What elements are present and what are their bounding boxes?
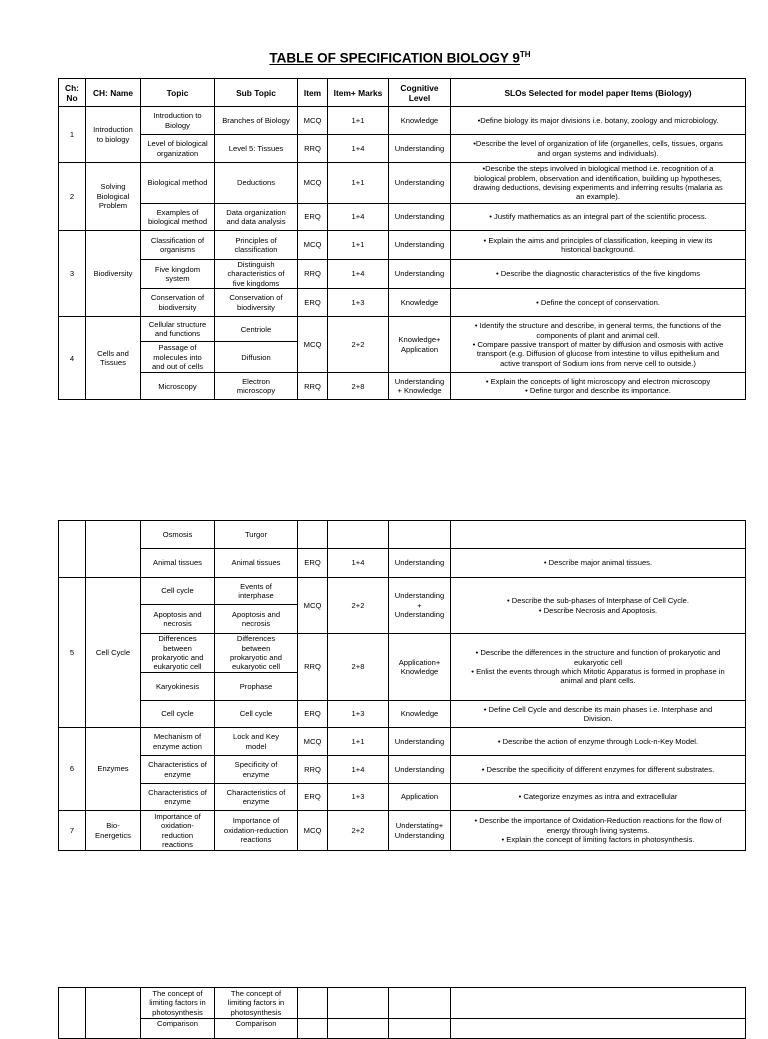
table-row <box>59 988 746 1019</box>
item-cell: ERQ <box>298 289 328 317</box>
item-cell: RRQ <box>298 135 328 163</box>
header-slos: SLOs Selected for model paper Items (Biology) <box>451 79 746 107</box>
item-cell: ERQ <box>298 204 328 231</box>
item-cell: RRQ <box>298 756 328 784</box>
table-row <box>59 135 746 163</box>
topic-cell: Differences between prokaryotic and eukaryotic cell <box>141 634 215 673</box>
topic-cell: Cell cycle <box>141 701 215 728</box>
header-topic: Topic <box>141 79 215 107</box>
header-sub-topic: Sub Topic <box>215 79 298 107</box>
cognitive-cell <box>389 1019 451 1039</box>
chapter-no: 1 <box>59 107 86 163</box>
cognitive-cell: Knowledge+ Application <box>389 317 451 373</box>
header-item: Item <box>298 79 328 107</box>
marks-cell <box>328 988 389 1019</box>
item-cell: MCQ <box>298 231 328 260</box>
marks-cell: 2+2 <box>328 811 389 851</box>
item-cell: ERQ <box>298 784 328 811</box>
cognitive-cell: Application <box>389 784 451 811</box>
topic-cell: Mechanism of enzyme action <box>141 728 215 756</box>
table-row <box>59 811 746 851</box>
subtopic-cell: Events of interphase <box>215 578 298 605</box>
table-row <box>59 289 746 317</box>
table-row <box>59 784 746 811</box>
topic-cell: Examples of biological method <box>141 204 215 231</box>
cognitive-cell: Understating+ Understanding <box>389 811 451 851</box>
marks-cell: 1+4 <box>328 549 389 578</box>
marks-cell: 2+8 <box>328 373 389 400</box>
chapter-no: 3 <box>59 231 86 317</box>
subtopic-cell: The concept of limiting factors in photosynthesis <box>215 988 298 1019</box>
subtopic-cell: Importance of oxidation-reduction reactions <box>215 811 298 851</box>
cognitive-cell: Understanding <box>389 135 451 163</box>
cognitive-cell: Knowledge <box>389 107 451 135</box>
marks-cell: 1+4 <box>328 260 389 289</box>
topic-cell: Five kingdom system <box>141 260 215 289</box>
cognitive-cell <box>389 988 451 1019</box>
specification-table-page-2 <box>58 520 746 851</box>
topic-cell: Introduction to Biology <box>141 107 215 135</box>
subtopic-cell: Apoptosis and necrosis <box>215 605 298 634</box>
subtopic-cell: Cell cycle <box>215 701 298 728</box>
slo-cell: • Describe the specificity of different enzymes for different substrates. <box>451 756 746 784</box>
marks-cell: 1+1 <box>328 163 389 204</box>
slo-cell: • Justify mathematics as an integral part of the scientific process. <box>451 204 746 231</box>
item-cell <box>298 988 328 1019</box>
header-row <box>59 79 746 107</box>
marks-cell: 1+1 <box>328 107 389 135</box>
item-cell: MCQ <box>298 163 328 204</box>
specification-table-page-1 <box>58 78 746 400</box>
cognitive-cell: Understanding <box>389 231 451 260</box>
subtopic-cell: Deductions <box>215 163 298 204</box>
marks-cell: 2+2 <box>328 317 389 373</box>
table-row <box>59 317 746 342</box>
cognitive-cell: Understanding + Knowledge <box>389 373 451 400</box>
chapter-no-empty <box>59 521 86 578</box>
subtopic-cell: Branches of Biology <box>215 107 298 135</box>
cognitive-cell: Knowledge <box>389 289 451 317</box>
slo-cell <box>451 521 746 549</box>
subtopic-cell: Centriole <box>215 317 298 342</box>
slo-cell: • Describe the differences in the structure and function of prokaryotic and eukaryotic cell • Enlist the events through which Mitotic Apparatus is formed in prophase in animal and plant cells. <box>451 634 746 701</box>
slo-cell: • Define the concept of conservation. <box>451 289 746 317</box>
subtopic-cell: Level 5: Tissues <box>215 135 298 163</box>
item-cell: MCQ <box>298 317 328 373</box>
marks-cell: 1+3 <box>328 784 389 811</box>
topic-cell: Level of biological organization <box>141 135 215 163</box>
marks-cell: 1+4 <box>328 204 389 231</box>
slo-cell: • Define Cell Cycle and describe its main phases i.e. Interphase and Division. <box>451 701 746 728</box>
subtopic-cell: Comparison <box>215 1019 298 1039</box>
slo-cell: • Describe the action of enzyme through Lock-n-Key Model. <box>451 728 746 756</box>
table-row <box>59 549 746 578</box>
slo-cell: • Describe the sub-phases of Interphase of Cell Cycle. • Describe Necrosis and Apoptosis. <box>451 578 746 634</box>
item-cell: MCQ <box>298 811 328 851</box>
marks-cell <box>328 521 389 549</box>
chapter-name: Cells and Tissues <box>86 317 141 400</box>
subtopic-cell: Principles of classification <box>215 231 298 260</box>
cognitive-cell: Knowledge <box>389 701 451 728</box>
cognitive-cell: Understanding + Understanding <box>389 578 451 634</box>
subtopic-cell: Data organization and data analysis <box>215 204 298 231</box>
slo-cell: • Describe major animal tissues. <box>451 549 746 578</box>
subtopic-cell: Diffusion <box>215 342 298 373</box>
subtopic-cell: Specificity of enzyme <box>215 756 298 784</box>
topic-cell: Karyokinesis <box>141 673 215 701</box>
slo-cell: • Describe the importance of Oxidation-Reduction reactions for the flow of energy through living systems. • Explain the concept of limiting factors in photosynthesis. <box>451 811 746 851</box>
table-row <box>59 634 746 673</box>
cognitive-cell: Understanding <box>389 260 451 289</box>
slo-cell: • Describe the diagnostic characteristics of the five kingdoms <box>451 260 746 289</box>
topic-cell: Conservation of biodiversity <box>141 289 215 317</box>
topic-cell: Importance of oxidation- reduction reactions <box>141 811 215 851</box>
marks-cell: 1+3 <box>328 289 389 317</box>
topic-cell: Osmosis <box>141 521 215 549</box>
marks-cell: 1+4 <box>328 135 389 163</box>
table-row <box>59 204 746 231</box>
marks-cell: 2+2 <box>328 578 389 634</box>
table-row <box>59 373 746 400</box>
marks-cell: 2+8 <box>328 634 389 701</box>
subtopic-cell: Conservation of biodiversity <box>215 289 298 317</box>
cognitive-cell: Understanding <box>389 204 451 231</box>
subtopic-cell: Electron microscopy <box>215 373 298 400</box>
subtopic-cell: Animal tissues <box>215 549 298 578</box>
table-row <box>59 107 746 135</box>
slo-cell <box>451 1019 746 1039</box>
topic-cell: Cellular structure and functions <box>141 317 215 342</box>
slo-cell: •Describe the level of organization of life (organelles, cells, tissues, organs and organ systems and individuals). <box>451 135 746 163</box>
item-cell <box>298 1019 328 1039</box>
chapter-name: Biodiversity <box>86 231 141 317</box>
chapter-name: Cell Cycle <box>86 578 141 728</box>
marks-cell: 1+4 <box>328 756 389 784</box>
chapter-name: Enzymes <box>86 728 141 811</box>
slo-cell: • Categorize enzymes as intra and extracellular <box>451 784 746 811</box>
topic-cell: Apoptosis and necrosis <box>141 605 215 634</box>
marks-cell: 1+3 <box>328 701 389 728</box>
subtopic-cell: Differences between prokaryotic and eukaryotic cell <box>215 634 298 673</box>
chapter-no: 2 <box>59 163 86 231</box>
specification-table-page-3 <box>58 987 746 1039</box>
item-cell: MCQ <box>298 578 328 634</box>
table-row <box>59 701 746 728</box>
topic-cell: The concept of limiting factors in photosynthesis <box>141 988 215 1019</box>
cognitive-cell <box>389 521 451 549</box>
cognitive-cell: Understanding <box>389 549 451 578</box>
table-row <box>59 728 746 756</box>
cognitive-cell: Understanding <box>389 728 451 756</box>
subtopic-cell: Lock and Key model <box>215 728 298 756</box>
table-row <box>59 521 746 549</box>
item-cell: MCQ <box>298 728 328 756</box>
topic-cell: Microscopy <box>141 373 215 400</box>
marks-cell: 1+1 <box>328 231 389 260</box>
document-title: TABLE OF SPECIFICATION BIOLOGY 9TH <box>269 50 531 66</box>
slo-cell: • Explain the aims and principles of classification, keeping in view its historical background. <box>451 231 746 260</box>
subtopic-cell: Turgor <box>215 521 298 549</box>
chapter-name: Introduction to biology <box>86 107 141 163</box>
topic-cell: Animal tissues <box>141 549 215 578</box>
cognitive-cell: Understanding <box>389 163 451 204</box>
topic-cell: Characteristics of enzyme <box>141 756 215 784</box>
item-cell <box>298 521 328 549</box>
item-cell: RRQ <box>298 373 328 400</box>
chapter-name: Solving Biological Problem <box>86 163 141 231</box>
topic-cell: Cell cycle <box>141 578 215 605</box>
topic-cell: Characteristics of enzyme <box>141 784 215 811</box>
chapter-no: 4 <box>59 317 86 400</box>
table-row <box>59 231 746 260</box>
topic-cell: Classification of organisms <box>141 231 215 260</box>
table-row <box>59 163 746 204</box>
slo-cell: •Describe the steps involved in biological method i.e. recognition of a biological problem, observation and identification, building up hypotheses, drawing deductions, devising experiments and inferring results (malaria as an example). <box>451 163 746 204</box>
table-row <box>59 260 746 289</box>
chapter-no-empty <box>59 988 86 1039</box>
item-cell: ERQ <box>298 701 328 728</box>
slo-cell <box>451 988 746 1019</box>
table-row <box>59 1019 746 1039</box>
header-cognitive-level: Cognitive Level <box>389 79 451 107</box>
item-cell: ERQ <box>298 549 328 578</box>
topic-cell: Biological method <box>141 163 215 204</box>
subtopic-cell: Characteristics of enzyme <box>215 784 298 811</box>
table-row <box>59 578 746 605</box>
item-cell: RRQ <box>298 634 328 701</box>
chapter-name-empty <box>86 988 141 1039</box>
slo-cell: • Identify the structure and describe, in general terms, the functions of the components of plant and animal cell. • Compare passive transport of matter by diffusion and osmosis with active transport (e.g. Diffusion of glucose from intestine to villus epithelium and active transport of Sodium ions from nerve cell to outside.) <box>451 317 746 373</box>
slo-cell: •Define biology its major divisions i.e. botany, zoology and microbiology. <box>451 107 746 135</box>
slo-cell: • Explain the concepts of light microscopy and electron microscopy • Define turgor and describe its importance. <box>451 373 746 400</box>
header-ch-name: CH: Name <box>86 79 141 107</box>
topic-cell: Comparison <box>141 1019 215 1039</box>
marks-cell <box>328 1019 389 1039</box>
chapter-name-empty <box>86 521 141 578</box>
chapter-no: 5 <box>59 578 86 728</box>
topic-cell: Passage of molecules into and out of cells <box>141 342 215 373</box>
table-row <box>59 756 746 784</box>
subtopic-cell: Distinguish characteristics of five kingdoms <box>215 260 298 289</box>
header-ch-no: Ch: No <box>59 79 86 107</box>
chapter-no: 7 <box>59 811 86 851</box>
item-cell: MCQ <box>298 107 328 135</box>
cognitive-cell: Understanding <box>389 756 451 784</box>
subtopic-cell: Prophase <box>215 673 298 701</box>
item-cell: RRQ <box>298 260 328 289</box>
chapter-no: 6 <box>59 728 86 811</box>
marks-cell: 1+1 <box>328 728 389 756</box>
cognitive-cell: Application+ Knowledge <box>389 634 451 701</box>
chapter-name: Bio- Energetics <box>86 811 141 851</box>
header-item-marks: Item+ Marks <box>328 79 389 107</box>
